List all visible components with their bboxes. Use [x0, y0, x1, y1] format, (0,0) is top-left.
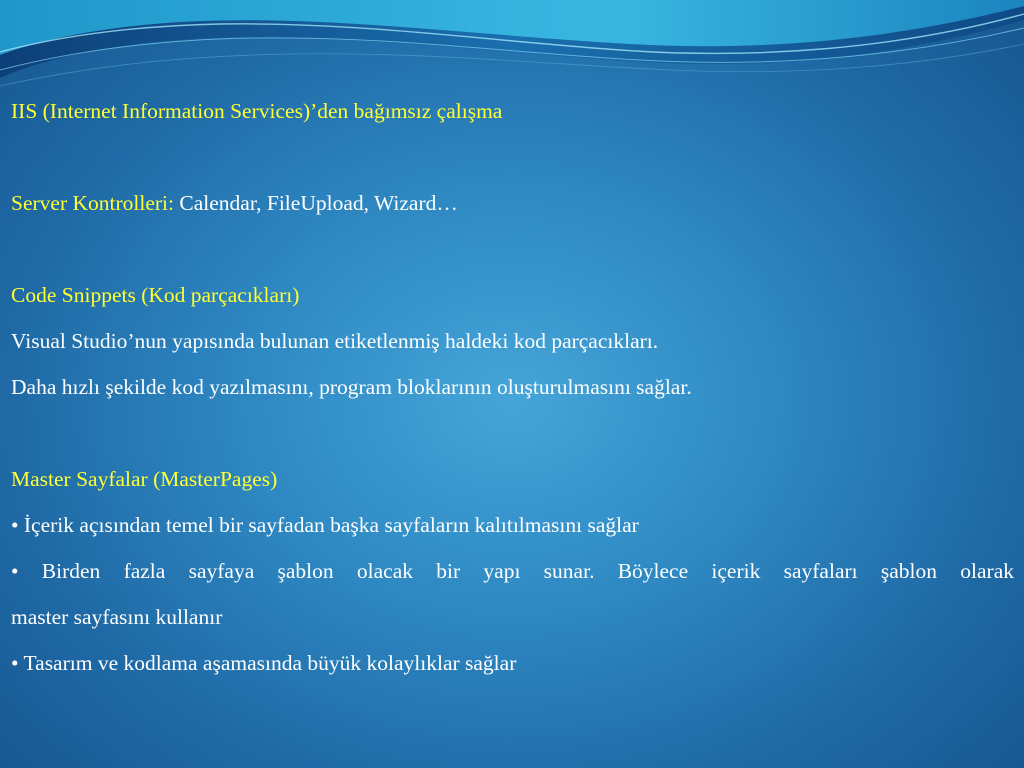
slide-content — [11, 88, 1014, 686]
master-bullet-2-continued: master sayfasını kullanır — [11, 605, 223, 629]
code-snippets-line-1: Visual Studio’nun yapısında bulunan etiketlenmiş haldeki kod parçacıkları. — [11, 329, 659, 353]
spacer — [11, 134, 1014, 180]
spacer — [11, 410, 1014, 456]
master-bullet-3: • Tasarım ve kodlama aşamasında büyük kolaylıklar sağlar — [11, 651, 517, 675]
iis-heading: IIS (Internet Information Services)’den bağımsız çalışma — [11, 99, 503, 123]
server-controls-text: Calendar, FileUpload, Wizard… — [174, 191, 458, 215]
spacer — [11, 226, 1014, 272]
server-controls-label: Server Kontrolleri: — [11, 191, 174, 215]
master-bullet-2: • Birden fazla sayfaya şablon olacak bir yapı sunar. Böylece içerik sayfaları şablon olarak — [11, 559, 1014, 583]
code-snippets-heading: Code Snippets (Kod parçacıkları) — [11, 283, 300, 307]
master-pages-heading: Master Sayfalar (MasterPages) — [11, 467, 278, 491]
master-bullet-1: • İçerik açısından temel bir sayfadan başka sayfaların kalıtılmasını sağlar — [11, 513, 639, 537]
code-snippets-line-2: Daha hızlı şekilde kod yazılmasını, program bloklarının oluşturulmasını sağlar. — [11, 375, 692, 399]
server-controls-line — [11, 180, 1014, 226]
